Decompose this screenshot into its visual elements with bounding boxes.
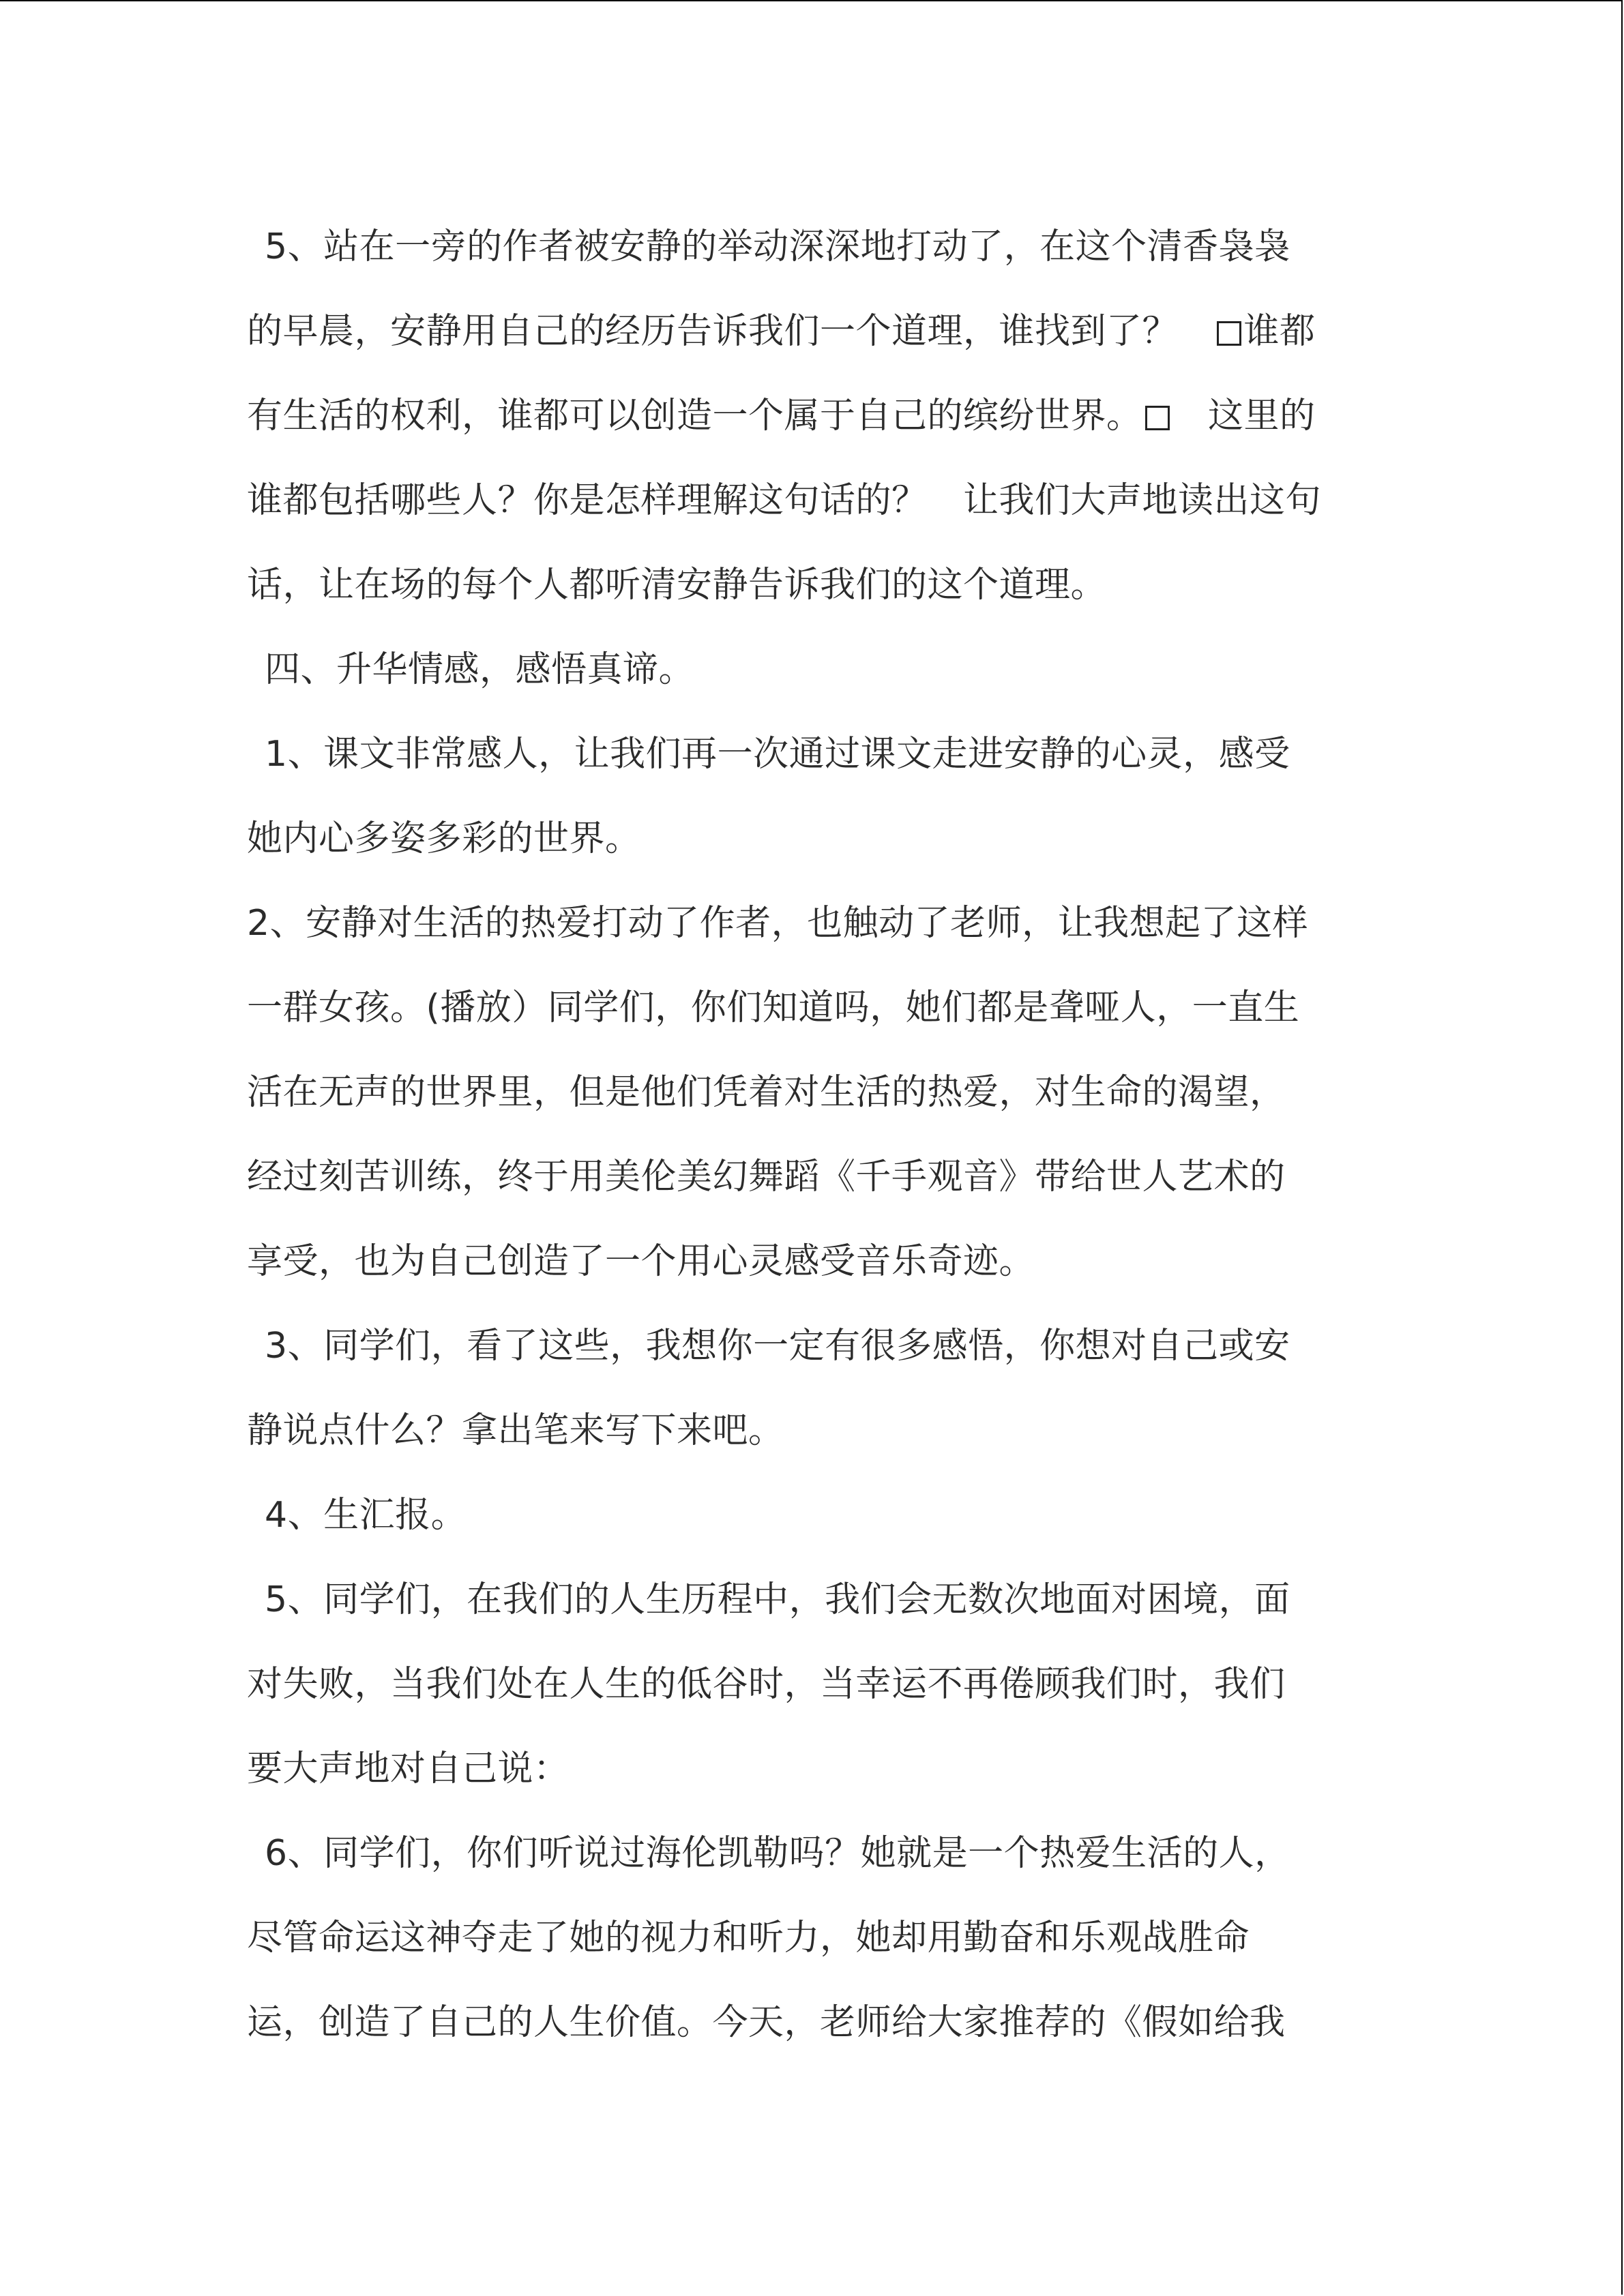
text-line: 的早晨，安静用自己的经历告诉我们一个道理，谁找到了？ 谁都 xyxy=(247,311,1316,352)
text-line: 2、安静对生活的热爱打动了作者，也触动了老师，让我想起了这样 xyxy=(247,903,1309,944)
text-line: 要大声地对自己说： xyxy=(247,1748,570,1789)
text-line: 她内心多姿多彩的世界。 xyxy=(247,818,641,859)
text-line: 一群女孩。(播放）同学们，你们知道吗，她们都是聋哑人，一直生 xyxy=(247,987,1300,1028)
text-line: 经过刻苦训练，终于用美伦美幻舞蹈《千手观音》带给世人艺术的 xyxy=(247,1157,1286,1197)
text-line: 1、课文非常感人，让我们再一次通过课文走进安静的心灵，感受 xyxy=(265,734,1290,775)
document-body xyxy=(247,205,1393,2065)
section-heading: 四、升华情感，感悟真谛。 xyxy=(265,649,695,690)
text-line: 运，创造了自己的人生价值。今天，老师给大家推荐的《假如给我 xyxy=(247,2002,1286,2043)
text-line: 静说点什么？拿出笔来写下来吧。 xyxy=(247,1410,784,1451)
missing-glyph-box-icon xyxy=(1217,321,1241,346)
text-line: 6、同学们，你们听说过海伦凯勒吗？她就是一个热爱生活的人， xyxy=(265,1833,1290,1874)
text-line: 对失败，当我们处在人生的低谷时，当幸运不再倦顾我们时，我们 xyxy=(247,1664,1286,1705)
text-line: 4、生汇报。 xyxy=(265,1495,467,1536)
text-line: 3、同学们，看了这些，我想你一定有很多感悟，你想对自己或安 xyxy=(265,1326,1290,1367)
text-line: 话，让在场的每个人都听清安静告诉我们的这个道理。 xyxy=(247,565,1107,606)
text-line: 活在无声的世界里，但是他们凭着对生活的热爱，对生命的渴望， xyxy=(247,1072,1286,1113)
text-line: 谁都包括哪些人？你是怎样理解这句话的？ 让我们大声地读出这句 xyxy=(247,480,1322,521)
text-line: 5、站在一旁的作者被安静的举动深深地打动了，在这个清香袅袅 xyxy=(265,226,1290,267)
text-line: 有生活的权利，谁都可以创造一个属于自己的缤纷世界。 这里的 xyxy=(247,396,1316,436)
text-line: 享受，也为自己创造了一个用心灵感受音乐奇迹。 xyxy=(247,1241,1035,1282)
missing-glyph-box-icon xyxy=(1145,406,1170,430)
text-line: 尽管命运这神夺走了她的视力和听力，她却用勤奋和乐观战胜命 xyxy=(247,1918,1250,1958)
text-line: 5、同学们，在我们的人生历程中，我们会无数次地面对困境，面 xyxy=(265,1579,1290,1620)
